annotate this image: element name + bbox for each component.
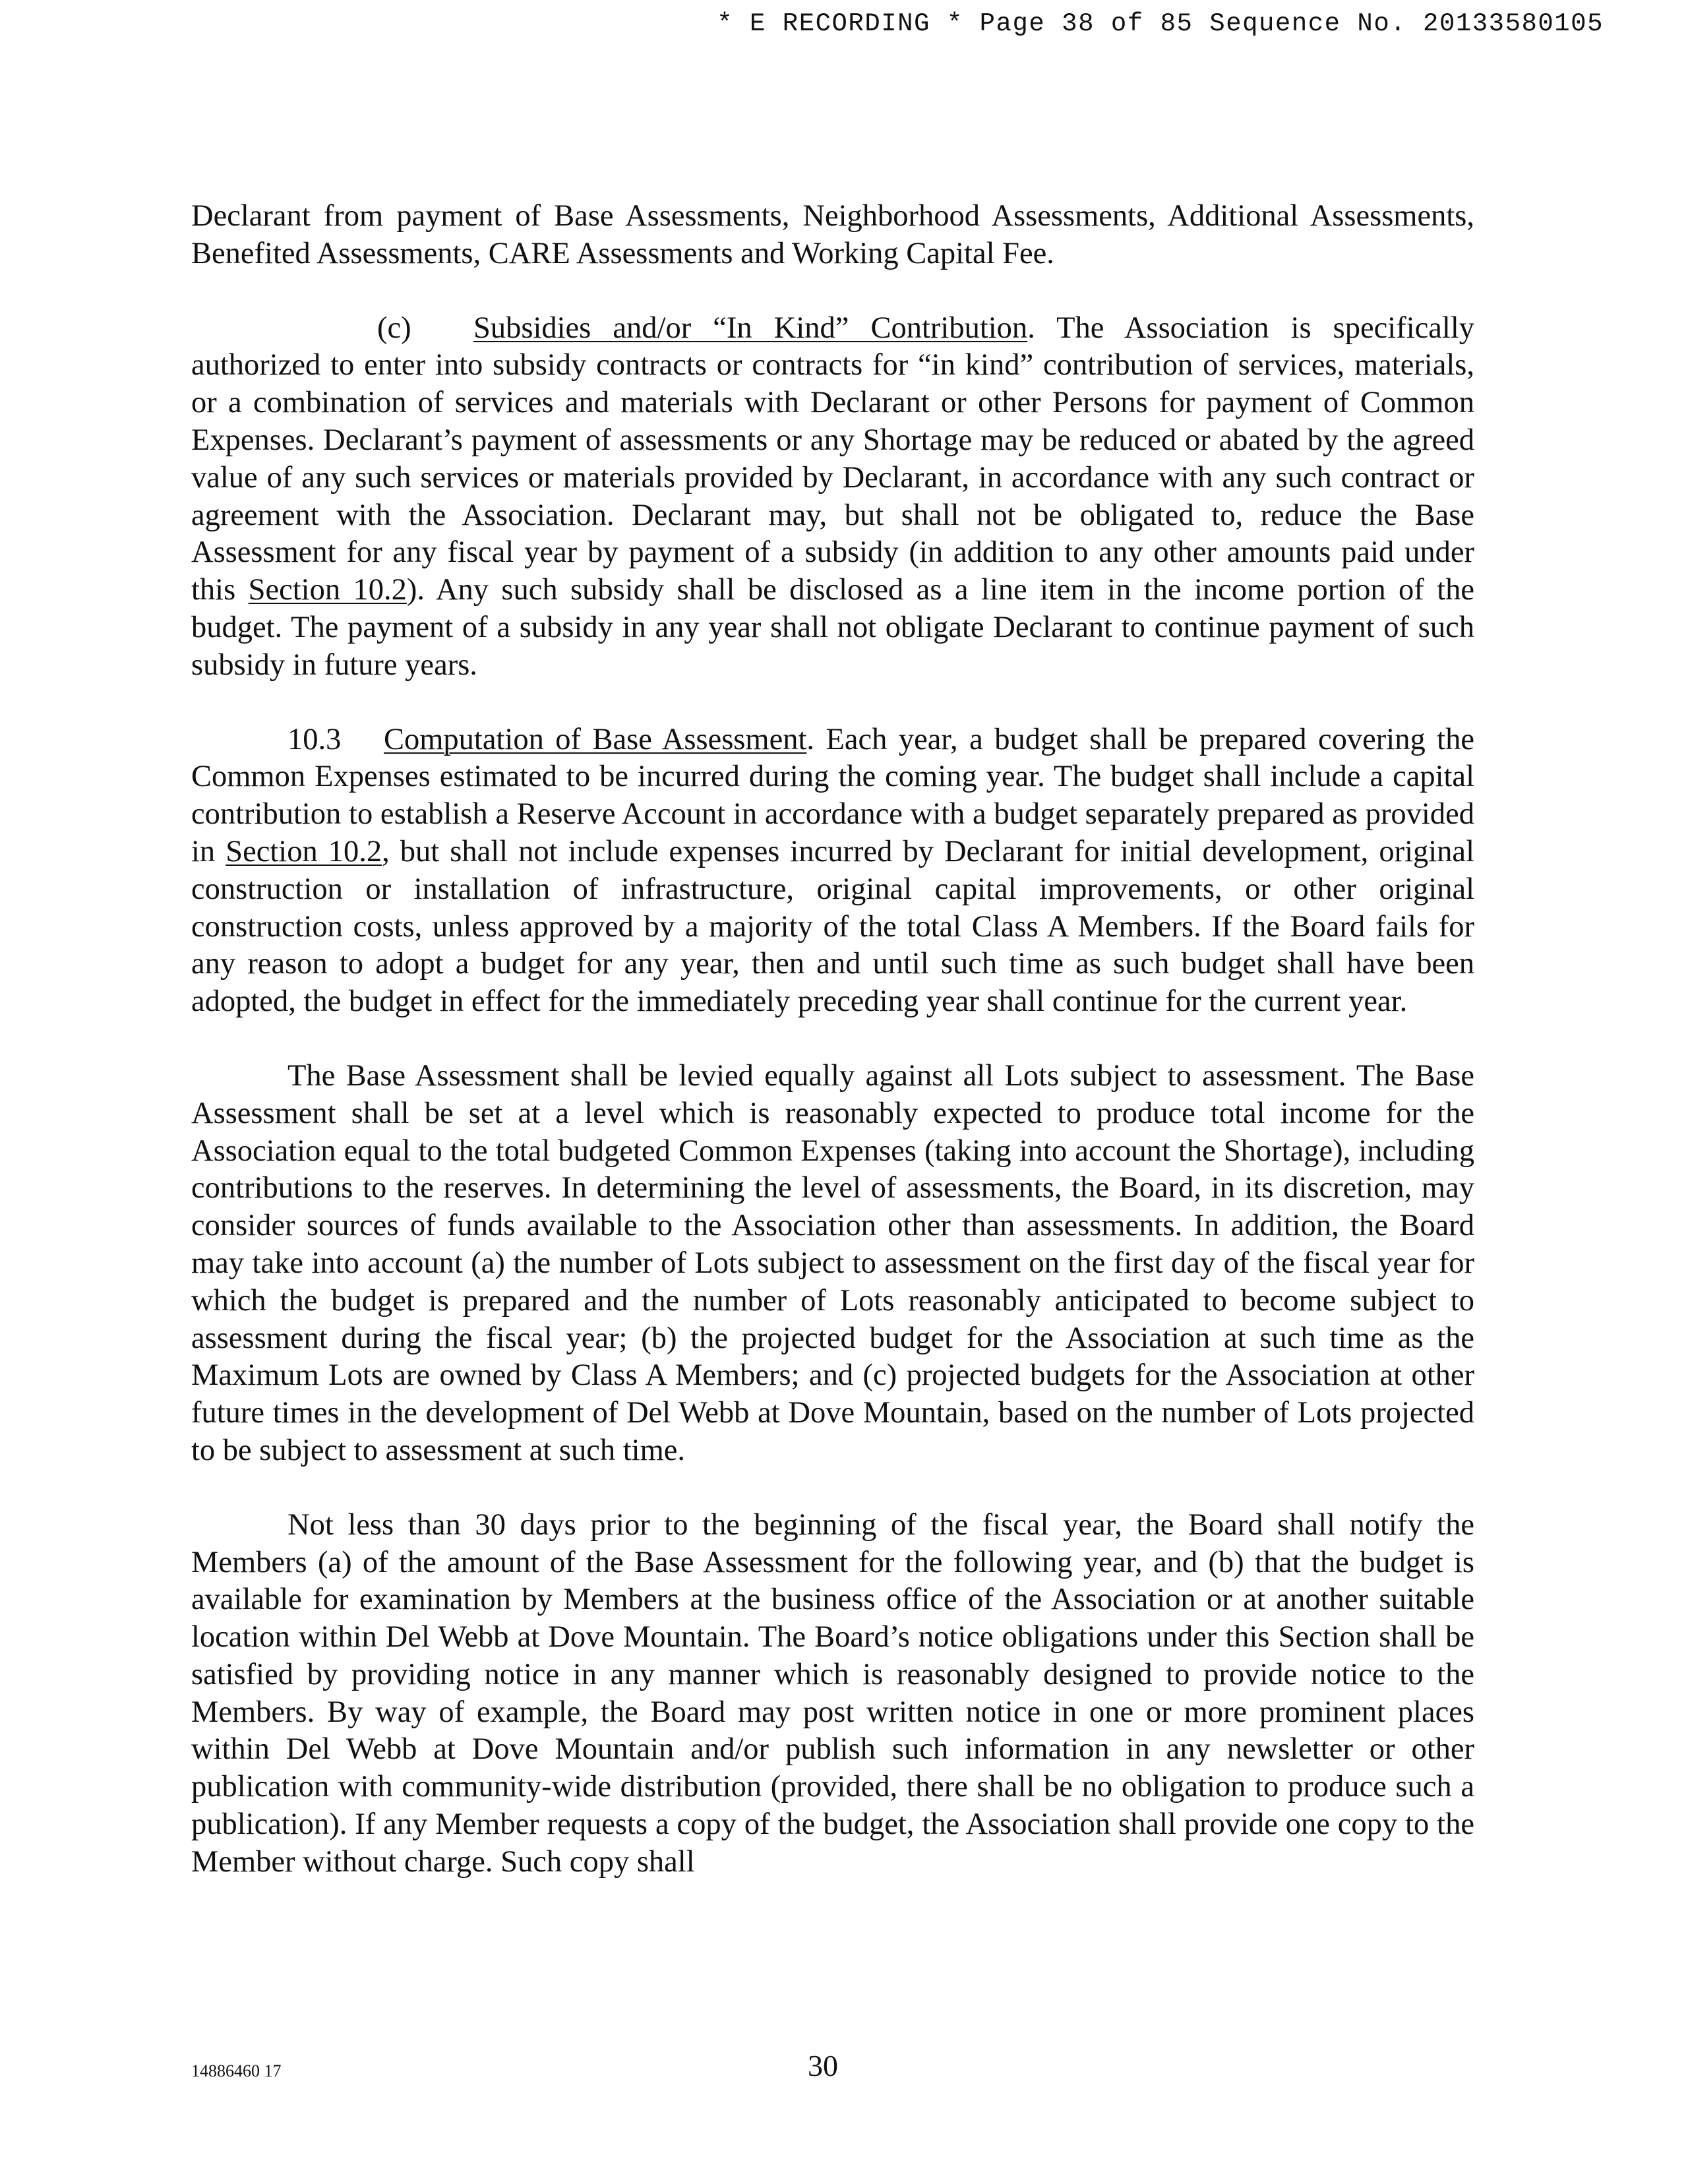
- paragraph-declarant-exemption: Declarant from payment of Base Assessments, Neighborhood Assessments, Additional Assessments, Benefited Assessments, CARE Assessments and Working Capital Fee.: [191, 199, 1474, 270]
- footer-document-id: 14886460 17: [191, 2061, 282, 2080]
- paragraph-computation: [191, 721, 1474, 1021]
- document-body: [191, 198, 1474, 1918]
- section-reference: Section 10.2: [248, 573, 407, 607]
- section-number: 10.3: [287, 722, 342, 756]
- computation-text-a: . Each year, a budget shall be prepared covering the Common Expenses estimated to be incurred during the coming year. The budget shall include a capital contribution to establish a Reserve Account in accordance with a budget separately prepared as provided in: [191, 722, 1474, 868]
- paragraph-subsidies: [191, 310, 1474, 684]
- paragraph-base-assessment-levy: The Base Assessment shall be levied equally against all Lots subject to assessment. The Base Assessment shall be set at a level which is reasonably expected to produce total income for the Association equal to the total budgeted Common Expenses (taking into account the Shortage), including contributions to the reserves. In determining the level of assessments, the Board, in its discretion, may consider sources of funds available to the Association other than assessments. In addition, the Board may take into account (a) the number of Lots subject to assessment on the first day of the fiscal year for which the budget is prepared and the number of Lots reasonably anticipated to become subject to assessment during the fiscal year; (b) the projected budget for the Association at such time as the Maximum Lots are owned by Class A Members; and (c) projected budgets for the Association at other future times in the development of Del Webb at Dove Mountain, based on the number of Lots projected to be subject to assessment at such time.: [191, 1058, 1474, 1467]
- recording-header: * E RECORDING * Page 38 of 85 Sequence No. 20133580105: [717, 9, 1604, 38]
- subsection-heading: Subsidies and/or “In Kind” Contribution: [473, 311, 1028, 345]
- subsidies-text-b: ). Any such subsidy shall be disclosed as a line item in the income portion of the budget. The payment of a subsidy in any year shall not obligate Declarant to continue payment of such subsidy in future years.: [191, 573, 1475, 682]
- subsidies-text-a: . The Association is specifically authorized to enter into subsidy contracts or contracts for “in kind” contribution of services, materials, or a combination of services and materials with Declarant or other Persons for payment of Common Expenses. Declarant’s payment of assessments or any Shortage may be reduced or abated by the agreed value of any such services or materials provided by Declarant, in accordance with any such contract or agreement with the Association. Declarant may, but shall not be obligated to, reduce the Base Assessment for any fiscal year by payment of a subsidy (in addition to any other amounts paid under this: [191, 311, 1475, 607]
- paragraph-notice: Not less than 30 days prior to the beginning of the fiscal year, the Board shall notify the Members (a) of the amount of the Base Assessment for the following year, and (b) that the budget is available for examination by Members at the business office of the Association or at another suitable location within Del Webb at Dove Mountain. The Board’s notice obligations under this Section shall be satisfied by providing notice in any manner which is reasonably designed to provide notice to the Members. By way of example, the Board may post written notice in one or more prominent places within Del Webb at Dove Mountain and/or publish such information in any newsletter or other publication with community-wide distribution (provided, there shall be no obligation to produce such a publication). If any Member requests a copy of the budget, the Association shall provide one copy to the Member without charge. Such copy shall: [191, 1507, 1474, 1879]
- computation-text-b: , but shall not include expenses incurred by Declarant for initial development, original construction or installation of infrastructure, original capital improvements, or other original construction costs, unless approved by a majority of the total Class A Members. If the Board fails for any reason to adopt a budget for any year, then and until such time as such budget shall have been adopted, the budget in effect for the immediately preceding year shall continue for the current year.: [191, 834, 1474, 1019]
- section-heading: Computation of Base Assessment: [384, 722, 807, 756]
- subsection-label: (c): [377, 311, 411, 345]
- page-number: 30: [808, 2049, 838, 2082]
- section-reference: Section 10.2: [226, 834, 382, 868]
